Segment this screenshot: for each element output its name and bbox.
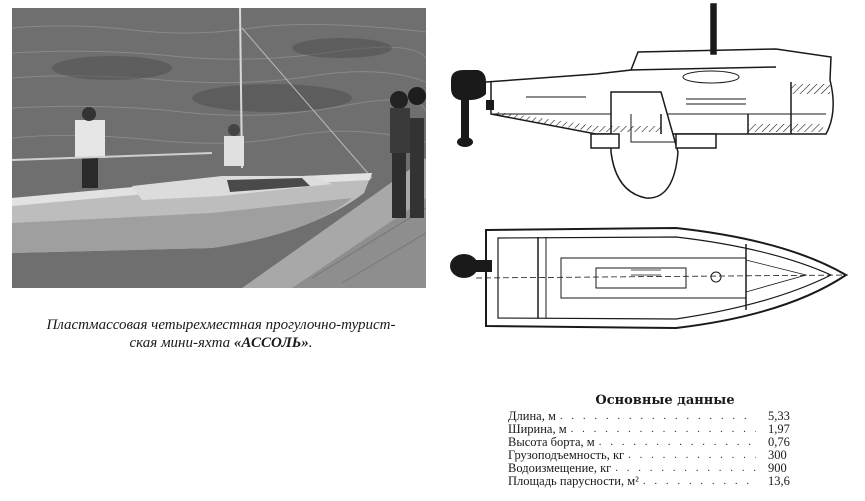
spec-value: 1,97 [768,422,790,436]
spec-value: 13,6 [768,474,790,488]
spec-value: 0,76 [768,435,790,449]
caption-line-2: ская мини-яхта [129,335,234,351]
leader-dots [571,423,756,436]
spec-row-sail-area [508,475,808,488]
photo-caption [6,316,436,352]
spec-value: 5,33 [768,409,790,423]
spec-label: Длина, м [508,409,556,423]
side-elevation-drawing [446,2,856,207]
spec-label: Водоизмещение, кг [508,461,612,475]
plan-view-drawing [446,220,856,360]
spec-label: Грузоподъемность, кг [508,448,625,462]
spec-value: 900 [768,461,787,475]
spec-label: Площадь парусности, м² [508,474,639,488]
spec-label: Высота борта, м [508,435,595,449]
specs-table [508,410,808,488]
spec-value: 300 [768,448,787,462]
caption-line-2-end: . [308,335,313,351]
leader-dots [643,475,756,488]
specs-title: Основные данные [595,393,735,408]
yacht-photo [12,8,426,288]
yacht-name: «АССОЛЬ» [233,335,309,351]
leader-dots [560,410,756,423]
spec-label: Ширина, м [508,422,567,436]
leader-dots [628,449,756,462]
caption-line-1: Пластмассовая четырехместная прогулочно-турист- [46,317,396,333]
